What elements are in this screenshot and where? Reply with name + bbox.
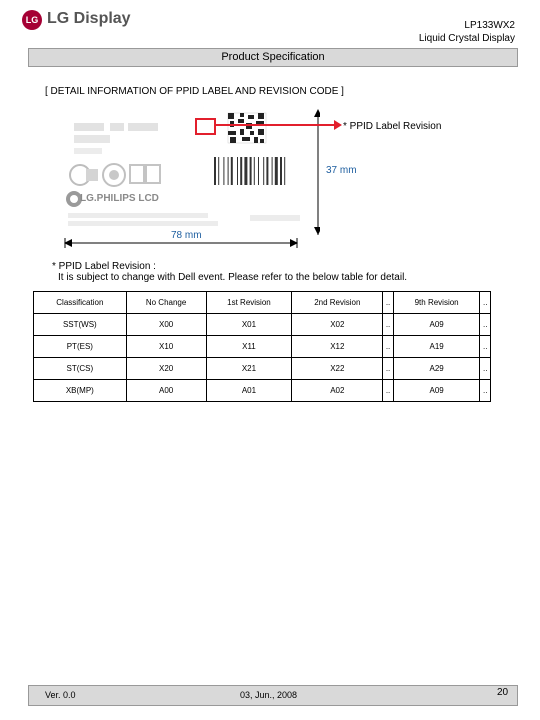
note-text: It is subject to change with Dell event. Please refer to the below table for detail. (58, 272, 408, 283)
table-cell: .. (383, 358, 393, 380)
table-cell: X01 (206, 314, 292, 336)
lg-logo-icon: LG (22, 10, 42, 30)
table-header-row (34, 292, 491, 314)
table-cell: X22 (292, 358, 383, 380)
table-cell: A19 (393, 336, 480, 358)
table-header-cell: Classification (34, 292, 127, 314)
logo-text: LG Display (47, 10, 131, 27)
table-header-cell: No Change (126, 292, 206, 314)
table-cell: .. (480, 380, 491, 402)
width-dimension-label: 78 mm (171, 230, 202, 241)
table-cell: X11 (206, 336, 292, 358)
table-cell: .. (480, 314, 491, 336)
table-row (34, 336, 491, 358)
product-type: Liquid Crystal Display (418, 33, 515, 44)
table-cell: .. (480, 358, 491, 380)
spec-banner: Product Specification (28, 48, 518, 67)
table-cell: ST(CS) (34, 358, 127, 380)
table-header-cell: 2nd Revision (292, 292, 383, 314)
table-cell: X20 (126, 358, 206, 380)
table-header-cell: 9th Revision (393, 292, 480, 314)
table-cell: XB(MP) (34, 380, 127, 402)
table-cell: .. (383, 314, 393, 336)
note-heading: * PPID Label Revision : (52, 261, 156, 272)
table-cell: X00 (126, 314, 206, 336)
page-number: 20 (497, 687, 509, 698)
revision-table (33, 291, 491, 402)
revision-arrow-line (214, 124, 338, 126)
table-header-cell: .. (480, 292, 491, 314)
table-header-cell: 1st Revision (206, 292, 292, 314)
table-cell: .. (383, 336, 393, 358)
table-row (34, 314, 491, 336)
section-title: [ DETAIL INFORMATION OF PPID LABEL AND REVISION CODE ] (45, 86, 344, 97)
table-cell: A01 (206, 380, 292, 402)
revision-marker-box (195, 118, 216, 135)
table-row (34, 380, 491, 402)
version-label: Ver. 0.0 (45, 690, 76, 700)
model-number: LP133WX2 (464, 20, 515, 31)
table-cell: A29 (393, 358, 480, 380)
table-cell: X02 (292, 314, 383, 336)
table-cell: A00 (126, 380, 206, 402)
company-logo (22, 10, 142, 34)
table-cell: A02 (292, 380, 383, 402)
table-cell: X12 (292, 336, 383, 358)
date-label: 03, Jun., 2008 (240, 690, 298, 700)
table-header-cell: .. (383, 292, 393, 314)
table-row (34, 358, 491, 380)
brand-text: LG.PHILIPS LCD (80, 193, 159, 204)
revision-callout: * PPID Label Revision (343, 121, 442, 132)
table-cell: X21 (206, 358, 292, 380)
table-cell: .. (383, 380, 393, 402)
height-dimension-label: 37 mm (326, 165, 357, 176)
table-cell: .. (480, 336, 491, 358)
table-cell: A09 (393, 380, 480, 402)
arrow-head-icon (334, 120, 342, 130)
table-cell: PT(ES) (34, 336, 127, 358)
table-cell: A09 (393, 314, 480, 336)
table-cell: SST(WS) (34, 314, 127, 336)
table-cell: X10 (126, 336, 206, 358)
